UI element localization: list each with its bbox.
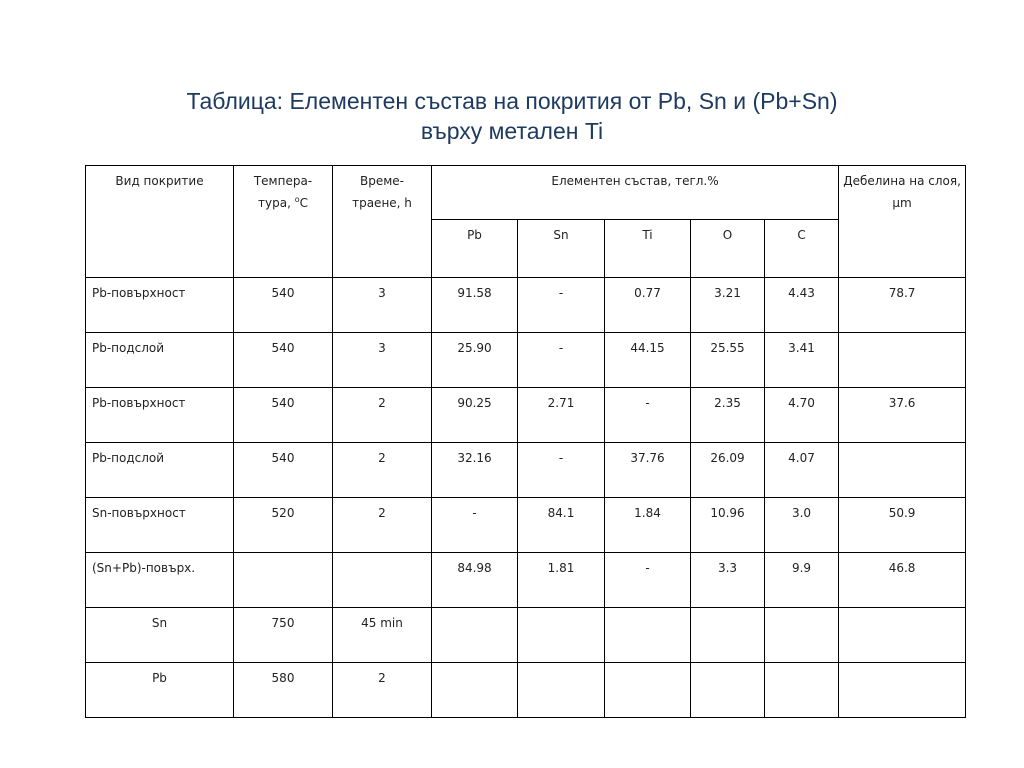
cell-thickness: 37.6 — [839, 388, 966, 443]
cell-pb: 90.25 — [432, 388, 518, 443]
cell-duration: 2 — [333, 388, 432, 443]
cell-c — [765, 663, 839, 718]
header-temperature-unit: C — [299, 196, 308, 210]
table-row — [86, 443, 966, 498]
cell-o: 3.21 — [691, 278, 765, 333]
table-row — [86, 608, 966, 663]
cell-c: 9.9 — [765, 553, 839, 608]
cell-temperature: 750 — [234, 608, 333, 663]
cell-sn: - — [518, 278, 605, 333]
cell-thickness: 78.7 — [839, 278, 966, 333]
header-element-pb: Pb — [432, 220, 518, 278]
header-element-c: C — [765, 220, 839, 278]
cell-duration: 45 min — [333, 608, 432, 663]
header-temperature — [234, 166, 333, 278]
cell-coating: Pb-подслой — [86, 333, 234, 388]
header-thickness: Дебелина на слоя, µm — [839, 166, 966, 278]
cell-duration: 2 — [333, 443, 432, 498]
header-element-o: O — [691, 220, 765, 278]
cell-o: 25.55 — [691, 333, 765, 388]
cell-duration: 3 — [333, 333, 432, 388]
cell-pb: 32.16 — [432, 443, 518, 498]
cell-ti: 37.76 — [605, 443, 691, 498]
cell-c: 3.0 — [765, 498, 839, 553]
cell-temperature: 580 — [234, 663, 333, 718]
cell-coating: Sn-повърхност — [86, 498, 234, 553]
cell-pb: 25.90 — [432, 333, 518, 388]
cell-sn: - — [518, 443, 605, 498]
page-title — [0, 86, 1024, 146]
cell-o — [691, 663, 765, 718]
cell-sn — [518, 608, 605, 663]
cell-ti: 44.15 — [605, 333, 691, 388]
cell-thickness: 50.9 — [839, 498, 966, 553]
cell-thickness — [839, 663, 966, 718]
header-row-1 — [86, 166, 966, 220]
cell-pb: - — [432, 498, 518, 553]
cell-ti: 1.84 — [605, 498, 691, 553]
cell-o: 26.09 — [691, 443, 765, 498]
cell-temperature: 540 — [234, 443, 333, 498]
cell-c: 4.43 — [765, 278, 839, 333]
table-row — [86, 278, 966, 333]
cell-c: 4.70 — [765, 388, 839, 443]
cell-pb: 84.98 — [432, 553, 518, 608]
cell-sn: - — [518, 333, 605, 388]
cell-c: 3.41 — [765, 333, 839, 388]
cell-coating: Pb-повърхност — [86, 388, 234, 443]
table-row — [86, 388, 966, 443]
cell-temperature: 520 — [234, 498, 333, 553]
cell-temperature: 540 — [234, 333, 333, 388]
header-element-ti: Ti — [605, 220, 691, 278]
cell-thickness — [839, 333, 966, 388]
cell-temperature — [234, 553, 333, 608]
cell-pb: 91.58 — [432, 278, 518, 333]
cell-c — [765, 608, 839, 663]
header-element-sn: Sn — [518, 220, 605, 278]
cell-thickness: 46.8 — [839, 553, 966, 608]
header-temperature-text: Темпера-тура, — [253, 174, 313, 210]
cell-duration: 3 — [333, 278, 432, 333]
cell-coating: Pb — [86, 663, 234, 718]
cell-sn: 2.71 — [518, 388, 605, 443]
cell-duration: 2 — [333, 663, 432, 718]
cell-c: 4.07 — [765, 443, 839, 498]
table-row — [86, 333, 966, 388]
title-line-2: върху метален Ti — [420, 118, 604, 144]
cell-coating: Pb-подслой — [86, 443, 234, 498]
cell-o: 2.35 — [691, 388, 765, 443]
cell-ti: 0.77 — [605, 278, 691, 333]
cell-o — [691, 608, 765, 663]
cell-ti: - — [605, 388, 691, 443]
cell-coating: Sn — [86, 608, 234, 663]
cell-coating: (Sn+Pb)-повърх. — [86, 553, 234, 608]
cell-duration: 2 — [333, 498, 432, 553]
title-line-1: Таблица: Елементен състав на покрития от Pb, Sn и (Pb+Sn) — [186, 88, 838, 114]
cell-sn: 1.81 — [518, 553, 605, 608]
header-temperature-degree: о — [294, 195, 300, 204]
cell-sn — [518, 663, 605, 718]
header-duration: Време-траене, h — [333, 166, 432, 278]
cell-ti: - — [605, 553, 691, 608]
composition-table — [85, 165, 966, 718]
table-row — [86, 553, 966, 608]
cell-sn: 84.1 — [518, 498, 605, 553]
cell-o: 3.3 — [691, 553, 765, 608]
cell-coating: Pb-повърхност — [86, 278, 234, 333]
header-coating: Вид покритие — [86, 166, 234, 278]
cell-thickness — [839, 608, 966, 663]
table-row — [86, 663, 966, 718]
cell-ti — [605, 663, 691, 718]
cell-temperature: 540 — [234, 388, 333, 443]
cell-thickness — [839, 443, 966, 498]
cell-duration — [333, 553, 432, 608]
cell-ti — [605, 608, 691, 663]
cell-pb — [432, 663, 518, 718]
cell-pb — [432, 608, 518, 663]
cell-o: 10.96 — [691, 498, 765, 553]
table-row — [86, 498, 966, 553]
header-composition: Елементен състав, тегл.% — [432, 166, 839, 220]
cell-temperature: 540 — [234, 278, 333, 333]
